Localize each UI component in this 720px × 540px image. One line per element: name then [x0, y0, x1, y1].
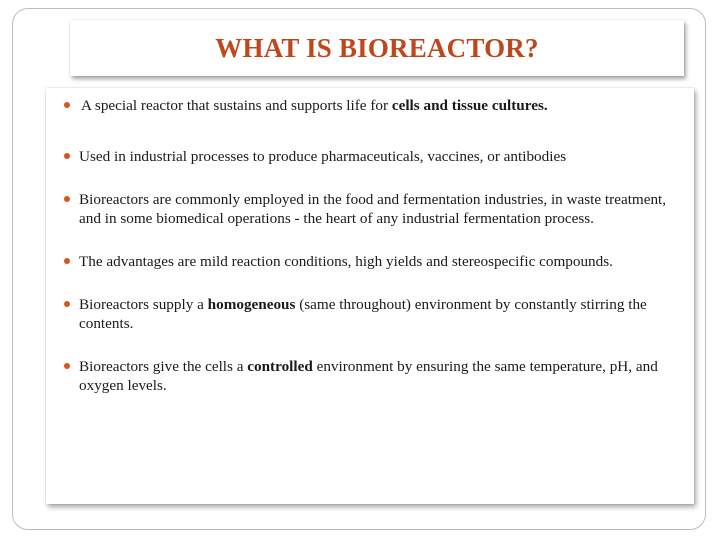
bullet-bold-text: homogeneous [207, 296, 296, 313]
bullet-item [64, 190, 680, 228]
bullet-item [64, 295, 680, 333]
bullet-dot-icon [64, 102, 70, 108]
slide-title: WHAT IS BIOREACTOR? [215, 32, 539, 63]
bullet-item [64, 96, 680, 115]
bullet-item [64, 147, 680, 166]
bullet-text: Bioreactors are commonly employed in the food and fermentation industries, in waste treatment, and in some biomedical operations - the heart of any industrial fermentation process. [79, 191, 667, 227]
bullet-item [64, 252, 680, 271]
bullet-dot-icon [64, 301, 70, 307]
bullet-text: Bioreactors give the cells a [79, 358, 248, 375]
bullet-bold-text: controlled [247, 358, 313, 375]
bullet-text: Bioreactors supply a [79, 296, 208, 313]
bullet-text: A special reactor that sustains and supports life for [81, 97, 392, 114]
bullet-list [64, 96, 680, 395]
bullet-dot-icon [64, 153, 70, 159]
bullet-bold-text: cells and tissue cultures. [391, 97, 548, 114]
bullet-text-trail: (same throughout) environment by constantly stirring the contents. [79, 296, 647, 332]
bullet-text: The advantages are mild reaction conditions, high yields and stereospecific compounds. [79, 253, 613, 270]
bullet-text-trail: environment by ensuring the same temperature, pH, and oxygen levels. [79, 358, 658, 394]
bullet-dot-icon [64, 196, 70, 202]
bullet-dot-icon [64, 363, 70, 369]
bullet-item [64, 357, 680, 395]
title-box [70, 20, 684, 76]
bullet-dot-icon [64, 258, 70, 264]
content-box [46, 88, 694, 504]
bullet-text: Used in industrial processes to produce pharmaceuticals, vaccines, or antibodies [79, 148, 567, 165]
